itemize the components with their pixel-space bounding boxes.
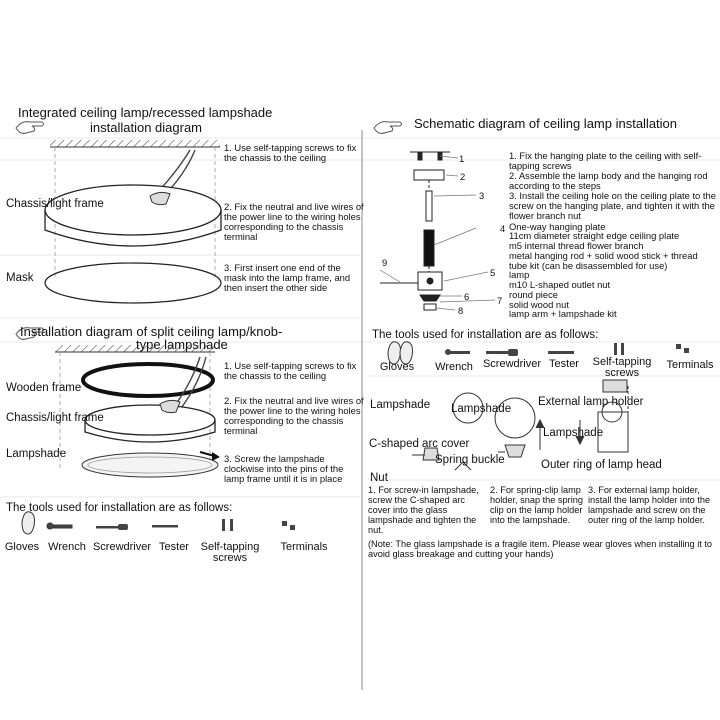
right-tool-screwdriver: Screwdriver [482, 358, 542, 370]
left-section2-step3: 3. Screw the lampshade clockwise into the pins of the lamp frame until it is in place [224, 453, 344, 484]
right-tool-terminals: Terminals [666, 359, 714, 371]
right-part-2: 11cm diameter straight edge ceiling plate [509, 230, 680, 241]
terminals-icon [676, 344, 689, 353]
screws-icon [222, 519, 233, 531]
right-note: (Note: The glass lampshade is a fragile item. Please wear gloves when installing it to avoid glass breakage and cutting your hands) [368, 539, 713, 559]
right-tools-title: The tools used for installation are as follows: [372, 329, 599, 341]
label-c-cover: C-shaped arc cover [369, 438, 470, 450]
label-lampshade-1: Lampshade [370, 399, 431, 411]
hand-pointing-icon [16, 122, 44, 134]
right-section1-title: Schematic diagram of ceiling lamp installation [414, 116, 678, 131]
right-sec2-step1: 1. For screw-in lampshade, screw the C-shaped arc cover into the glass lampshade and tighten the nut. [368, 485, 479, 535]
callout-2: 2 [460, 171, 466, 182]
left-section1-step2: 2. Fix the neutral and live wires of the power line to the wiring holes corresponding to the chassis terminal [224, 201, 364, 242]
callout-7: 7 [497, 295, 503, 306]
left-section2-step2: 2. Fix the neutral and live wires of the power line to the wiring holes corresponding to the chassis terminal [224, 395, 364, 436]
right-tool-screws: Self-tapping screws [592, 356, 652, 379]
callout-3: 3 [479, 190, 485, 201]
label-mask: Mask [6, 272, 34, 284]
right-part-4: metal hanging rod + solid wood stick + thread tube kit (can be disassembled for use) [509, 250, 698, 271]
ceiling-hatch-icon [50, 140, 220, 147]
lampshade-plate [82, 452, 220, 477]
callout-1: 1 [459, 153, 465, 164]
left-section1-title-line1: Integrated ceiling lamp/recessed lampshade [18, 105, 273, 120]
label-lampshade-2: Lampshade [451, 403, 512, 415]
gloves-icon [22, 512, 35, 534]
left-section2-title-line1: Installation diagram of split ceiling lamp/knob- [20, 324, 283, 339]
right-sec2-step2: 2. For spring-clip lamp holder, snap the spring clip on the lamp holder into the lampshade. [490, 485, 583, 525]
label-lampshade: Lampshade [6, 448, 67, 460]
left-tool-screws: Self-tapping screws [200, 541, 260, 564]
right-tool-gloves: Gloves [379, 361, 415, 373]
left-tool-terminals: Terminals [280, 541, 328, 553]
tester-icon [152, 525, 178, 528]
wooden-frame-ring [83, 364, 213, 396]
left-section2-step1: 1. Use self-tapping screws to fix the chassis to the ceiling [224, 360, 357, 381]
left-tool-screwdriver: Screwdriver [92, 541, 152, 553]
label-chassis: Chassis/light frame [6, 198, 104, 210]
right-part-3: m5 internal thread flower branch [509, 240, 644, 251]
screws-icon [614, 343, 624, 355]
right-tool-tester: Tester [549, 358, 579, 370]
right-part-5: lamp [509, 269, 530, 280]
chassis-ring-2 [85, 400, 215, 442]
callout-6: 6 [464, 291, 470, 302]
left-section1-step1: 1. Use self-tapping screws to fix the chassis to the ceiling [224, 142, 357, 163]
right-sec2-step3: 3. For external lamp holder, install the lamp holder into the lampshade and screw on the outer ring of the lamp holder. [588, 485, 711, 525]
right-tool-wrench: Wrench [435, 361, 473, 373]
screwdriver-icon [486, 349, 518, 356]
right-part-6: m10 L-shaped outlet nut [509, 279, 611, 290]
label-chassis-2: Chassis/light frame [6, 412, 104, 424]
left-tool-tester: Tester [159, 541, 189, 553]
right-part-8: solid wood nut [509, 299, 569, 310]
label-external-holder: External lamp holder [538, 396, 644, 408]
label-outer-ring: Outer ring of lamp head [541, 459, 662, 471]
screwdriver-icon [96, 524, 128, 530]
right-step1: 1. Fix the hanging plate to the ceiling with self-tapping screws [509, 150, 702, 171]
label-nut: Nut [370, 472, 388, 484]
right-part-7: round piece [509, 289, 558, 300]
left-tool-wrench: Wrench [48, 541, 86, 553]
right-part-9: lamp arm + lampshade kit [509, 308, 617, 319]
left-section1-step3: 3. First insert one end of the mask into the lamp frame, and then insert the other side [224, 262, 351, 293]
callout-4: 4 [500, 223, 506, 234]
left-tool-gloves: Gloves [4, 541, 40, 553]
callout-5: 5 [490, 267, 496, 278]
label-spring-buckle: Spring buckle [435, 454, 505, 466]
right-part-1: One-way hanging plate [509, 221, 606, 232]
callout-8: 8 [458, 305, 464, 316]
wrench-icon [47, 523, 72, 529]
label-wooden-frame: Wooden frame [6, 382, 82, 394]
left-section2-title-line2: type lampshade [136, 337, 228, 352]
mask-ring [45, 263, 221, 303]
callout-9: 9 [382, 257, 388, 268]
right-step2: 2. Assemble the lamp body and the hanging rod according to the steps [509, 170, 708, 191]
chassis-ring [45, 185, 221, 246]
left-tools-title: The tools used for installation are as follows: [6, 502, 233, 514]
wrench-icon [445, 349, 470, 355]
right-step3: 3. Install the ceiling hole on the ceiling plate to the screw on the hanging plate, and tighten it with the flower branch nut [509, 190, 716, 221]
terminals-icon [282, 521, 295, 530]
exploded-schematic [380, 152, 495, 310]
label-lampshade-3: Lampshade [543, 427, 604, 439]
hand-pointing-icon [374, 122, 402, 134]
left-section1-title-line2: installation diagram [90, 120, 203, 135]
tester-icon [548, 351, 574, 354]
